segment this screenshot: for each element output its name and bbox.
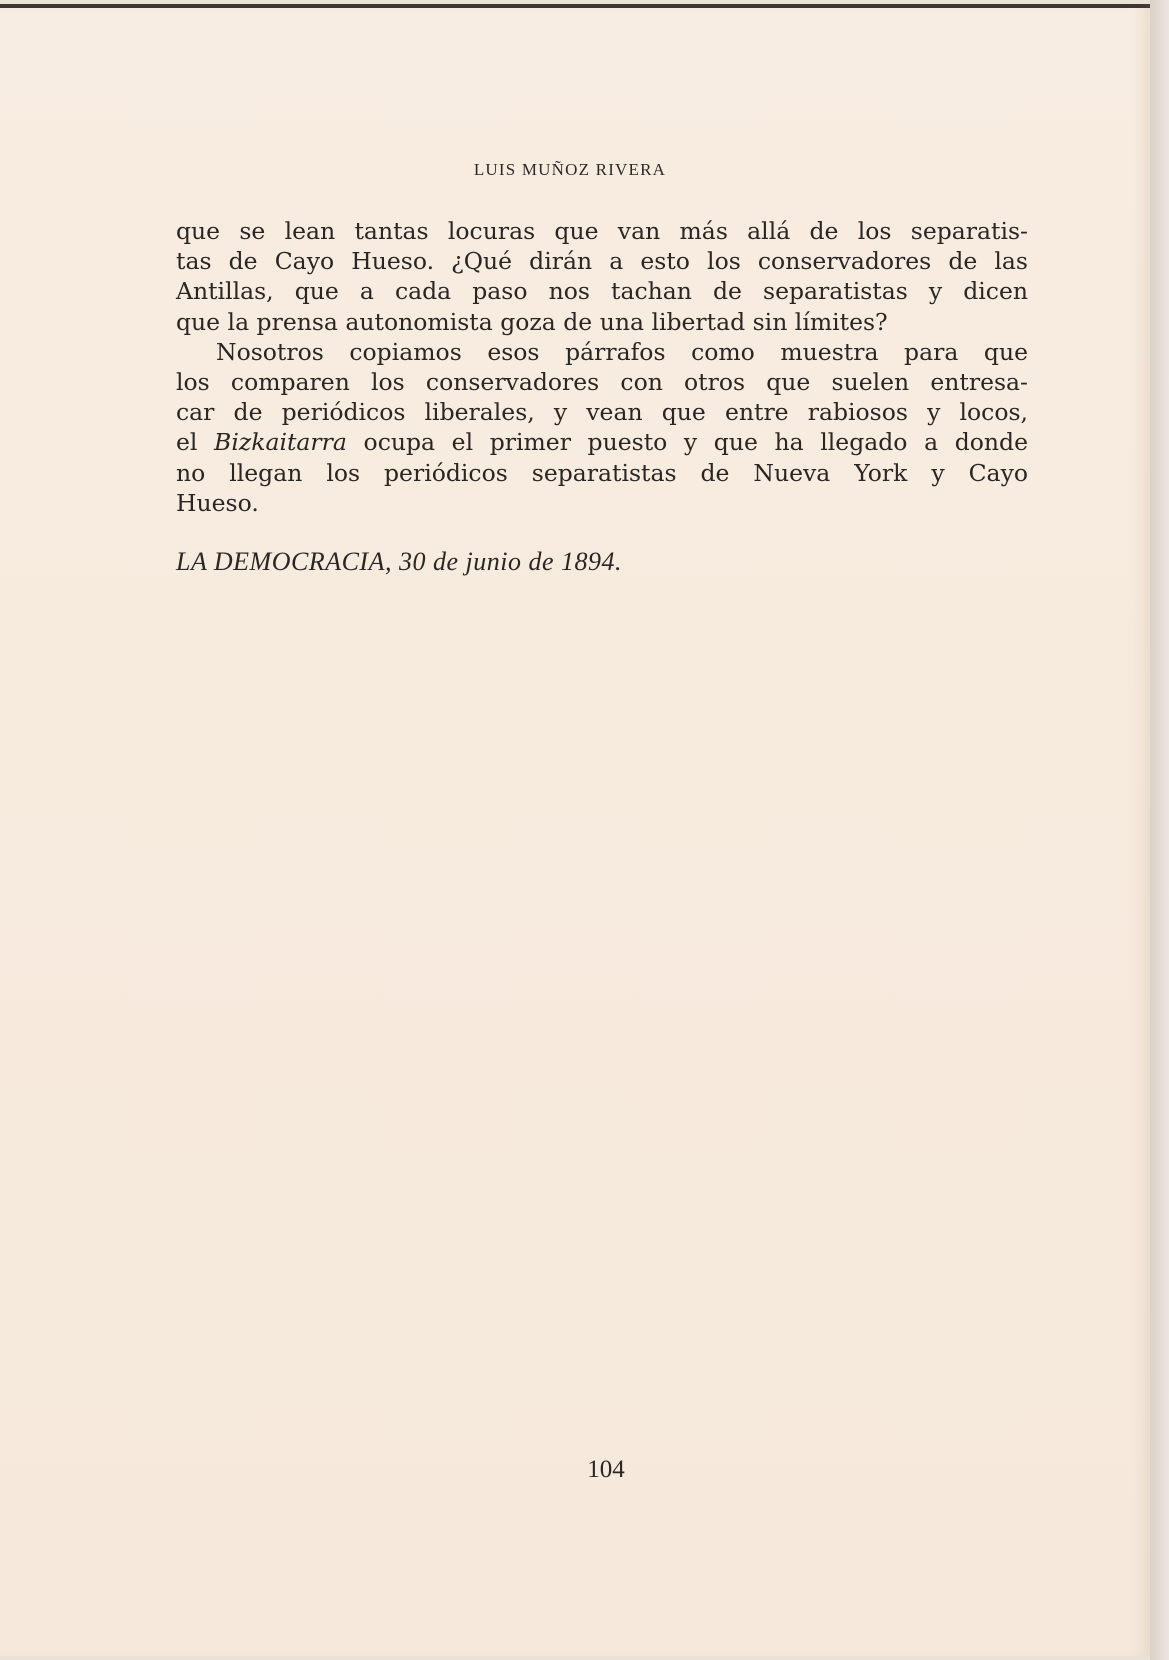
text-fragment: el xyxy=(176,428,215,457)
text-line: Hueso. xyxy=(176,488,259,517)
text-line: que se lean tantas locuras que van más allá de los separatis- xyxy=(176,217,1028,245)
text-line: los comparen los conservadores con otros que suelen entresa- xyxy=(176,368,1028,397)
book-page xyxy=(0,4,1150,1656)
paragraph-2 xyxy=(176,337,1028,518)
body-text xyxy=(176,216,1028,518)
newspaper-title: Bizkaitarra xyxy=(214,428,347,457)
paragraph-1 xyxy=(176,216,1028,337)
text-line: car de periódicos liberales, y vean que entre rabiosos y locos, xyxy=(176,398,1028,427)
text-line: tas de Cayo Hueso. ¿Qué dirán a esto los conservadores de las xyxy=(176,247,1028,276)
running-head: LUIS MUÑOZ RIVERA xyxy=(473,160,667,179)
text-line: Antillas, que a cada paso nos tachan de separatistas y dicen xyxy=(176,277,1028,306)
page-number: 104 xyxy=(587,1456,625,1483)
source-citation: LA DEMOCRACIA, 30 de junio de 1894. xyxy=(176,547,622,576)
text-line: que la prensa autonomista goza de una libertad sin límites? xyxy=(176,307,888,336)
text-line: no llegan los periódicos separatistas de Nueva York y Cayo xyxy=(176,458,1028,487)
text-line: Nosotros copiamos esos párrafos como muestra para que xyxy=(216,337,1028,366)
page-edge xyxy=(1150,0,1169,1660)
text-line-mixed xyxy=(176,427,1028,457)
text-fragment: ocupa el primer puesto y que ha llegado a donde xyxy=(346,428,1028,457)
